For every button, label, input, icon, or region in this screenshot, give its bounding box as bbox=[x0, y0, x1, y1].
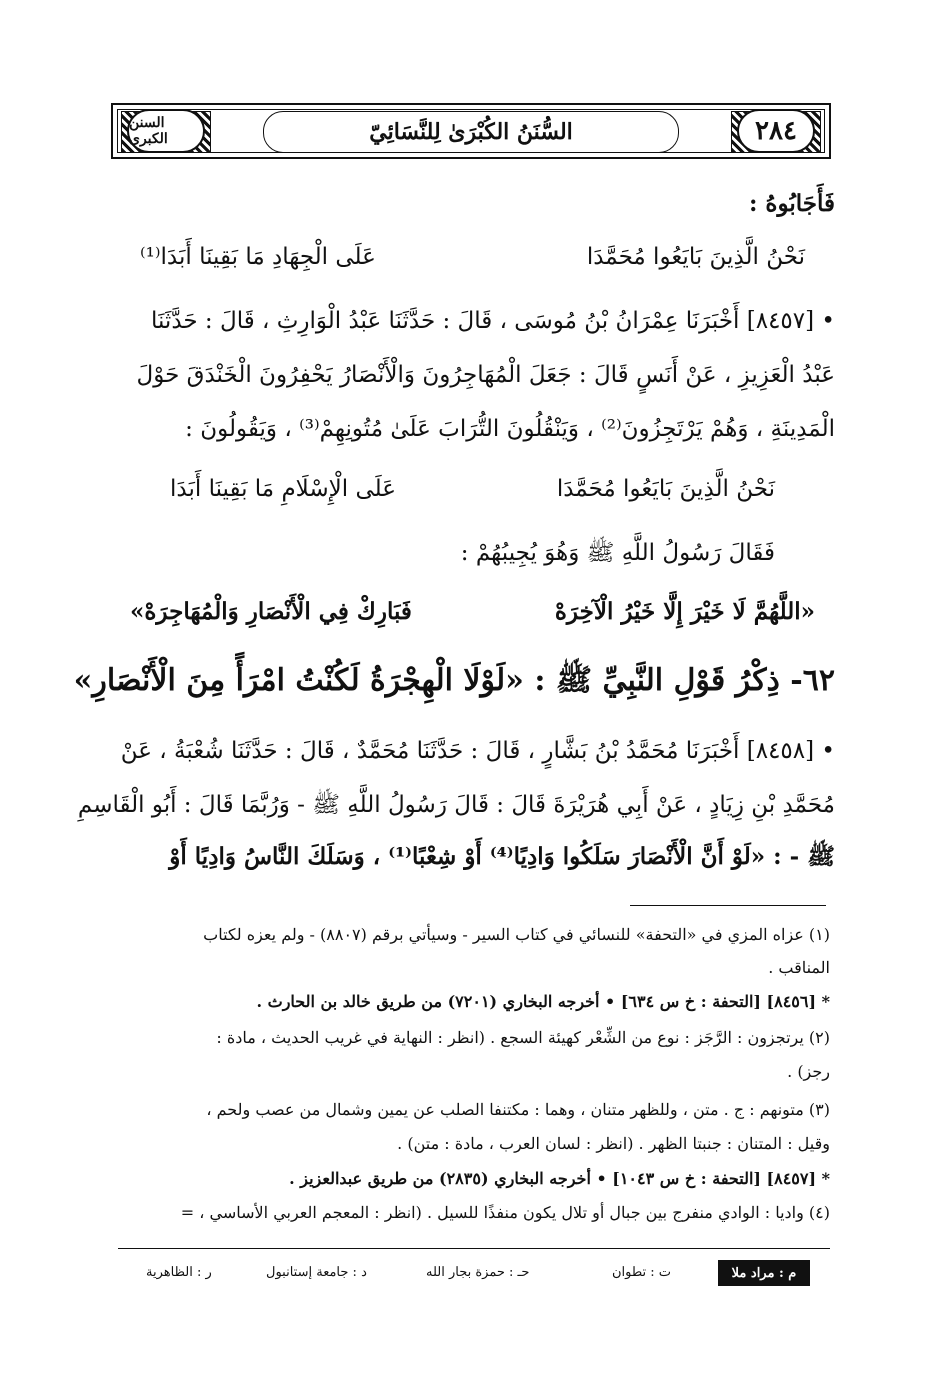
footnote-takhrij-8456: * [٨٤٥٦] [التحفة : خ س ٦٣٤] • أخرجه البخاري (٧٢٠١) من طريق خالد بن الحارث . bbox=[256, 992, 830, 1011]
hadith-8457-line: • [٨٤٥٧] أَخْبَرَنَا عِمْرَانُ بْنُ مُوسَى ، قَالَ : حَدَّثَنَا عَبْدُ الْوَارِثِ ، قَالَ : حَدَّثَنَا bbox=[150, 308, 835, 334]
manuscript-siglum-t: ت : تطوان bbox=[612, 1265, 672, 1280]
footnote-3: (٣) متونهم : ج . متن ، وللظهر متنان ، وهما : مكتنفا الصلب عن يمين وشمال من عصب ولحم ، bbox=[206, 1100, 830, 1119]
text-line: ﷺ - : «لَوْ أَنَّ الْأَنْصَارَ سَلَكُوا وَادِيًا⁽⁴⁾ أَوْ شِعْبًا⁽¹⁾ ، وَسَلَكَ النَّاسُ وَادِيًا أَوْ bbox=[169, 843, 835, 870]
verse-hemistich: عَلَى الْجِهَادِ مَا بَقِينَا أَبَدَا⁽¹⁾ bbox=[140, 244, 376, 270]
book-emblem: السنن الكبرى bbox=[127, 109, 205, 153]
footnote-takhrij-8457: * [٨٤٥٧] [التحفة : خ س ١٠٤٣] • أخرجه البخاري (٢٨٣٥) من طريق عبدالعزيز . bbox=[289, 1169, 830, 1188]
chapter-heading: ٦٢- ذِكْرُ قَوْلِ النَّبِيِّ ﷺ : «لَوْلَا الْهِجْرَةُ لَكُنْتُ امْرَأً مِنَ الْأَنْصَارِ» bbox=[73, 663, 835, 698]
footnote-4: (٤) واديا : الوادي منفرج بين جبال أو تلال يكون منفذًا للسيل . (انظر : المعجم العربي الأساسي ، = bbox=[180, 1203, 830, 1222]
text-line: فَأَجَابُوهُ : bbox=[748, 190, 835, 217]
text-line: الْمَدِينَةِ ، وَهُمْ يَرْتَجِزُونَ⁽²⁾ ، وَيَنْقُلُونَ التُّرَابَ عَلَىٰ مُتُونِهِمْ⁽³⁾ ، وَيَقُولُونَ : bbox=[185, 416, 835, 442]
verse-hemistich: نَحْنُ الَّذِينَ بَايَعُوا مُحَمَّدَا bbox=[586, 244, 805, 270]
manuscript-siglum-m: م : مراد ملا bbox=[718, 1260, 810, 1286]
text-line: فَقَالَ رَسُولُ اللَّهِ ﷺ وَهُوَ يُجِيبُهُمْ : bbox=[460, 540, 775, 566]
footnote-1: (١) عزاه المزي في «التحفة» للنسائي في كتاب السير - وسيأتي برقم (٨٨٠٧) - ولم يعزه لكتاب bbox=[203, 925, 830, 944]
page-number: ٢٨٤ bbox=[737, 109, 815, 153]
footer-rule bbox=[118, 1248, 830, 1249]
main-text bbox=[110, 190, 835, 650]
verse-line bbox=[110, 598, 835, 625]
verse-hemistich: عَلَى الْإِسْلَامِ مَا بَقِينَا أَبَدَا bbox=[170, 476, 397, 502]
verse-hemistich: فَبَارِكْ فِي الْأَنْصَارِ وَالْمُهَاجِرَهْ» bbox=[130, 598, 412, 625]
text-line: عَبْدُ الْعَزِيزِ ، عَنْ أَنَسٍ قَالَ : جَعَلَ الْمُهَاجِرُونَ وَالْأَنْصَارُ يَحْفِرُونَ الْخَنْدَقَ حَوْلَ bbox=[136, 362, 835, 388]
main-text-2 bbox=[77, 738, 835, 898]
footnote-1-cont: المناقب . bbox=[768, 958, 830, 977]
footnote-2: (٢) يرتجزون : الرَّجَز : نوع من الشِّعْر كهيئة السجع . (انظر : النهاية في غريب الحديث ، مادة : bbox=[216, 1028, 830, 1047]
book-title: السُّنَنُ الكُبْرَىٰ لِلنَّسَائِيّ bbox=[263, 111, 679, 153]
manuscript-siglum-d: د : جامعة إستانبول bbox=[266, 1265, 367, 1280]
text-line: مُحَمَّدِ بْنِ زِيَادٍ ، عَنْ أَبِي هُرَيْرَةَ قَالَ : قَالَ رَسُولُ اللَّهِ ﷺ - وَرُبَّمَا قَالَ : أَبُو الْقَاسِمِ bbox=[77, 792, 835, 818]
verse-line bbox=[110, 476, 835, 502]
manuscript-siglum-h: حـ : حمزة بجار الله bbox=[426, 1265, 530, 1280]
page-header bbox=[111, 103, 831, 159]
verse-hemistich: نَحْنُ الَّذِينَ بَايَعُوا مُحَمَّدَا bbox=[556, 476, 775, 502]
hadith-8458-line: • [٨٤٥٨] أَخْبَرَنَا مُحَمَّدُ بْنُ بَشَّارٍ ، قَالَ : حَدَّثَنَا مُحَمَّدٌ ، قَالَ : حَدَّثَنَا شُعْبَةُ ، عَنْ bbox=[120, 738, 835, 764]
manuscript-siglum-r: ر : الظاهرية bbox=[146, 1265, 212, 1280]
footnote-2-cont: رجز) . bbox=[787, 1062, 830, 1081]
footnote-divider bbox=[630, 905, 826, 906]
footnote-3-cont: وقيل : المتنان : جنبتا الظهر . (انظر : لسان العرب ، مادة : متن) . bbox=[397, 1134, 830, 1153]
verse-hemistich: «اللَّهُمَّ لَا خَيْرَ إِلَّا خَيْرُ الْآخِرَهْ bbox=[554, 598, 815, 625]
verse-line bbox=[110, 244, 835, 270]
